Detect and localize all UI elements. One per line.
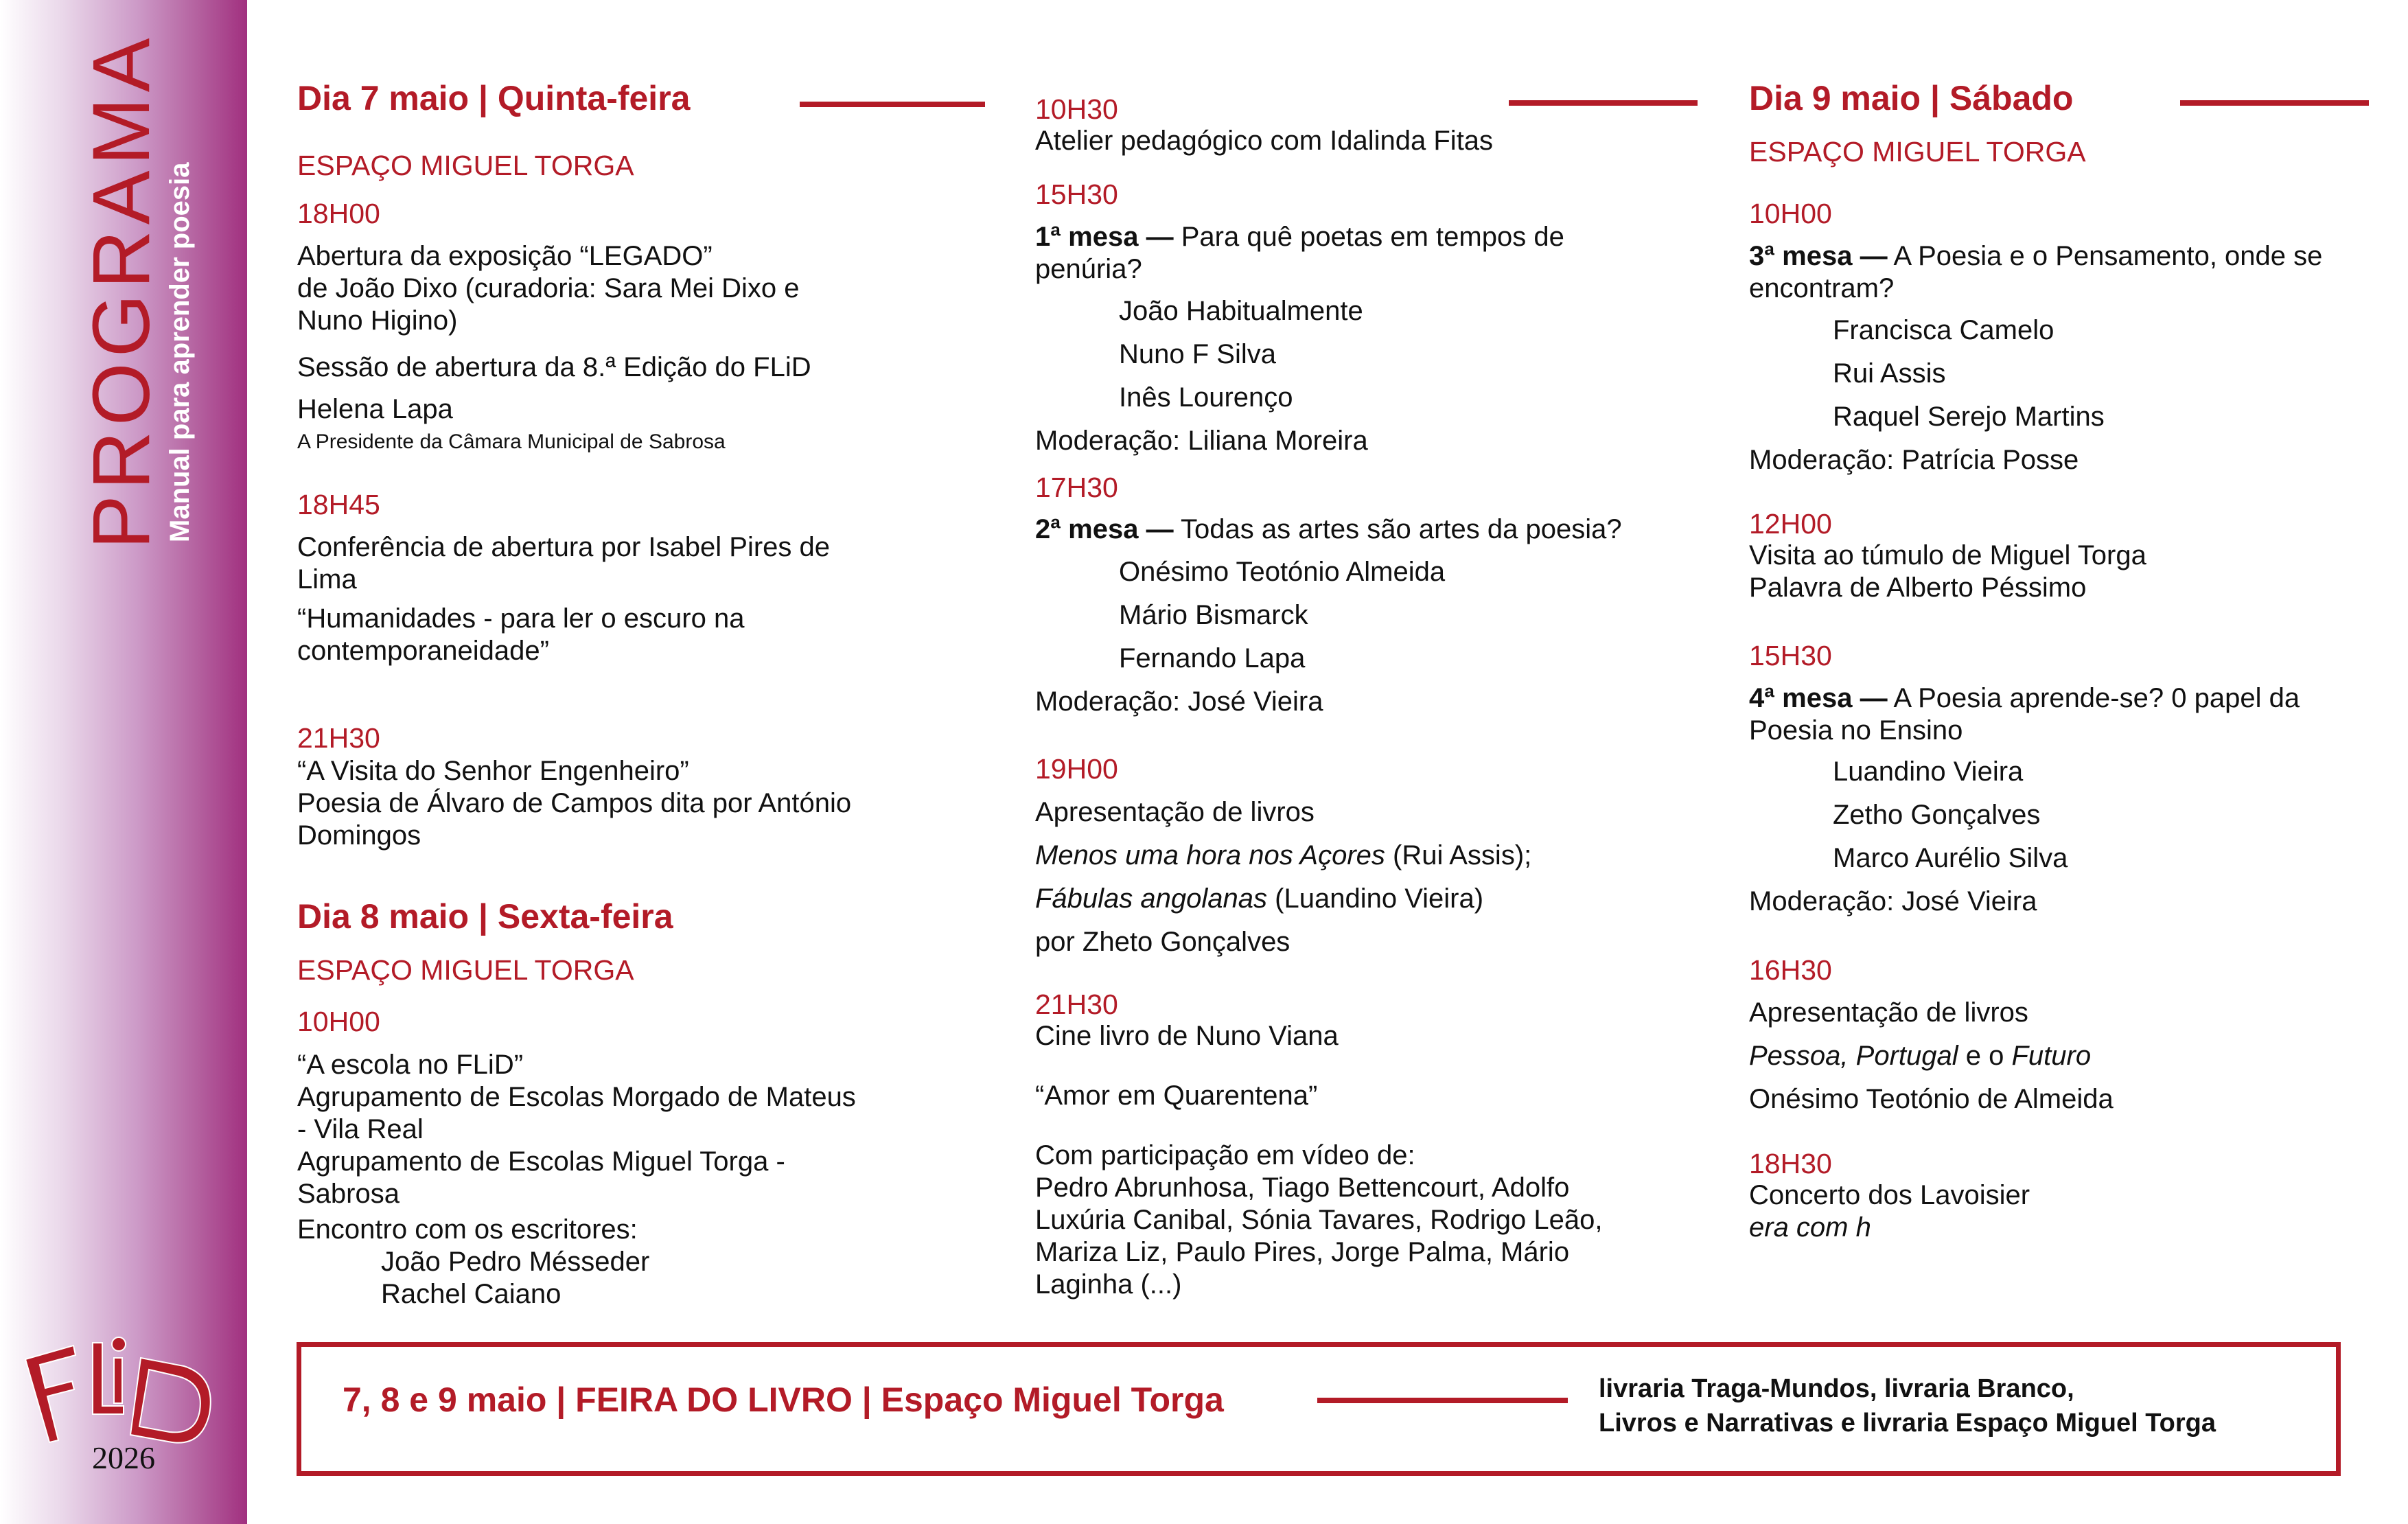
logo-year: 2026 bbox=[92, 1440, 155, 1475]
moderator: Moderação: Patrícia Posse bbox=[1749, 445, 2079, 475]
event-time: 15H30 bbox=[1749, 640, 1832, 671]
panel-label: 1ª mesa — bbox=[1035, 222, 1174, 252]
book-title: Futuro bbox=[2011, 1041, 2092, 1071]
event-time: 19H00 bbox=[1035, 753, 1118, 785]
text-line: Laginha (...) bbox=[1035, 1269, 1182, 1300]
panel-label: 2ª mesa — bbox=[1035, 514, 1174, 544]
text-line: Palavra de Alberto Péssimo bbox=[1749, 573, 2087, 603]
participant-name: Fernando Lapa bbox=[1119, 643, 1306, 673]
writers-meeting bbox=[297, 1214, 649, 1311]
heading-rule bbox=[1509, 100, 1698, 106]
day-heading-7: Dia 7 maio | Quinta-feira bbox=[297, 79, 691, 117]
book-entry bbox=[1035, 883, 1483, 915]
participant-name: Rachel Caiano bbox=[381, 1279, 562, 1309]
panel-title bbox=[1035, 221, 1564, 286]
event-description: Apresentação de livros bbox=[1749, 997, 2028, 1028]
book-fair-title: 7, 8 e 9 maio | FEIRA DO LIVRO | Espaço Miguel Torga bbox=[343, 1381, 1224, 1419]
moderator: Moderação: Liliana Moreira bbox=[1035, 426, 1368, 456]
panel-topic: A Poesia e o Pensamento, onde se bbox=[1887, 241, 2323, 271]
text-line: Abertura da exposição “LEGADO” bbox=[297, 241, 713, 271]
panel-topic: A Poesia aprende-se? 0 papel da bbox=[1887, 683, 2300, 713]
event-description bbox=[1749, 540, 2146, 604]
logo-letter-i bbox=[112, 1337, 126, 1403]
venue-label: ESPAÇO MIGUEL TORGA bbox=[297, 150, 634, 181]
book-author: Onésimo Teotónio de Almeida bbox=[1749, 1084, 2114, 1114]
venue-label: ESPAÇO MIGUEL TORGA bbox=[297, 954, 634, 986]
participant-name: Inês Lourenço bbox=[1119, 382, 1293, 413]
book-title: Pessoa, Portugal bbox=[1749, 1041, 1958, 1071]
text-line bbox=[1035, 221, 1564, 253]
presenter: por Zheto Gonçalves bbox=[1035, 927, 1290, 957]
text-line: Encontro com os escritores: bbox=[297, 1214, 638, 1245]
program-title: PROGRAMA bbox=[76, 32, 167, 549]
participant-name: João Habitualmente bbox=[1119, 296, 1363, 326]
panel-topic: Para quê poetas em tempos de bbox=[1173, 222, 1564, 252]
event-time: 18H30 bbox=[1749, 1148, 1832, 1179]
participant-name: Mário Bismarck bbox=[1119, 600, 1308, 630]
event-description bbox=[297, 240, 799, 337]
event-time: 10H30 bbox=[1035, 93, 1118, 125]
event-description: Cine livro de Nuno Viana bbox=[1035, 1021, 1339, 1051]
participants-list bbox=[1035, 1140, 1602, 1301]
participant-name: Marco Aurélio Silva bbox=[1833, 843, 2068, 873]
text-line: Domingos bbox=[297, 820, 421, 851]
text-line: contemporaneidade” bbox=[297, 636, 549, 666]
text-line: Sessão de abertura da 8.ª Edição do FLiD bbox=[297, 352, 811, 382]
day-heading-8: Dia 8 maio | Sexta-feira bbox=[297, 897, 673, 936]
panel-label: 4ª mesa — bbox=[1749, 683, 1888, 713]
text-line: Visita ao túmulo de Miguel Torga bbox=[1749, 540, 2146, 570]
participant-name: João Pedro Mésseder bbox=[381, 1247, 650, 1277]
text-line: Lima bbox=[297, 564, 357, 594]
moderator: Moderação: José Vieira bbox=[1749, 886, 2037, 916]
text-line: “A escola no FLiD” bbox=[297, 1050, 524, 1080]
text-line: Luxúria Canibal, Sónia Tavares, Rodrigo Leão, bbox=[1035, 1205, 1603, 1235]
panel-topic: Todas as artes são artes da poesia? bbox=[1173, 514, 1622, 544]
event-time: 10H00 bbox=[297, 1006, 380, 1037]
bookstores-list bbox=[1599, 1372, 2216, 1440]
band-name: era com h bbox=[1749, 1212, 1871, 1243]
text-line: Nuno Higino) bbox=[297, 305, 458, 336]
event-time: 10H00 bbox=[1749, 198, 1832, 229]
moderator: Moderação: José Vieira bbox=[1035, 686, 1323, 717]
day-heading-9: Dia 9 maio | Sábado bbox=[1749, 79, 2074, 117]
event-description bbox=[1749, 1179, 2030, 1244]
book-fair-banner bbox=[297, 1342, 2341, 1476]
text-line: Mariza Liz, Paulo Pires, Jorge Palma, Mário bbox=[1035, 1237, 1570, 1267]
text-line: Pedro Abrunhosa, Tiago Bettencourt, Adolfo bbox=[1035, 1173, 1570, 1203]
book-entry bbox=[1035, 840, 1531, 872]
lecture-title bbox=[297, 603, 744, 667]
participant-name: Zetho Gonçalves bbox=[1833, 800, 2041, 830]
logo-letter-f bbox=[25, 1346, 76, 1442]
book-title: Menos uma hora nos Açores bbox=[1035, 840, 1385, 870]
text-line: livraria Traga-Mundos, livraria Branco, bbox=[1599, 1374, 2074, 1403]
book-author: (Rui Assis); bbox=[1385, 840, 1532, 870]
participant-name: Rui Assis bbox=[1833, 358, 1946, 389]
book-entry bbox=[1749, 1040, 2091, 1072]
program-subtitle: Manual para aprender poesia bbox=[165, 162, 195, 542]
text-line: Agrupamento de Escolas Morgado de Mateus bbox=[297, 1082, 856, 1112]
event-description bbox=[297, 1049, 856, 1210]
event-time: 18H00 bbox=[297, 198, 380, 229]
text-line: - Vila Real bbox=[297, 1114, 424, 1144]
text-line: Concerto dos Lavoisier bbox=[1749, 1180, 2030, 1210]
speaker-name: Helena Lapa bbox=[297, 394, 453, 424]
text-line: Conferência de abertura por Isabel Pires de bbox=[297, 532, 831, 562]
text-line: Poesia no Ensino bbox=[1749, 715, 1963, 746]
sidebar-banner bbox=[0, 0, 247, 1524]
book-title-joiner: e o bbox=[1958, 1041, 2012, 1071]
panel-label: 3ª mesa — bbox=[1749, 241, 1888, 271]
participant-name: Nuno F Silva bbox=[1119, 339, 1276, 369]
event-time: 17H30 bbox=[1035, 472, 1118, 503]
panel-title bbox=[1749, 240, 2322, 305]
text-line: de João Dixo (curadoria: Sara Mei Dixo e bbox=[297, 273, 800, 303]
event-description bbox=[297, 755, 851, 852]
heading-rule bbox=[2180, 100, 2369, 106]
book-title: Fábulas angolanas bbox=[1035, 884, 1268, 914]
text-line: “Humanidades - para ler o escuro na bbox=[297, 603, 745, 634]
text-line: Poesia de Álvaro de Campos dita por António bbox=[297, 788, 852, 818]
event-time: 21H30 bbox=[1035, 989, 1118, 1020]
text-line: Sabrosa bbox=[297, 1179, 400, 1209]
speaker-role: A Presidente da Câmara Municipal de Sabrosa bbox=[297, 430, 726, 453]
text-line bbox=[1749, 240, 2322, 273]
event-time: 16H30 bbox=[1749, 954, 1832, 986]
participant-name: Raquel Serejo Martins bbox=[1833, 402, 2105, 432]
text-line: encontram? bbox=[1749, 273, 1895, 303]
panel-title bbox=[1749, 682, 2300, 747]
participant-name: Onésimo Teotónio Almeida bbox=[1119, 557, 1446, 587]
footer-rule bbox=[1317, 1398, 1568, 1403]
heading-rule bbox=[800, 102, 985, 107]
event-description: Atelier pedagógico com Idalinda Fitas bbox=[1035, 126, 1494, 156]
text-line: Agrupamento de Escolas Miguel Torga - bbox=[297, 1146, 785, 1177]
event-time: 21H30 bbox=[297, 722, 380, 754]
text-line: penúria? bbox=[1035, 254, 1142, 284]
text-line: Com participação em vídeo de: bbox=[1035, 1140, 1415, 1170]
event-description bbox=[297, 531, 830, 596]
book-author: (Luandino Vieira) bbox=[1267, 884, 1484, 914]
participant-name: Francisca Camelo bbox=[1833, 315, 2054, 345]
logo-letter-d bbox=[130, 1358, 211, 1443]
text-line: Livros e Narrativas e livraria Espaço Miguel Torga bbox=[1599, 1409, 2216, 1438]
venue-label: ESPAÇO MIGUEL TORGA bbox=[1749, 136, 2086, 168]
panel-title bbox=[1035, 513, 1622, 546]
film-title: “Amor em Quarentena” bbox=[1035, 1081, 1318, 1111]
participant-name: Luandino Vieira bbox=[1833, 757, 2024, 787]
event-time: 18H45 bbox=[297, 489, 380, 520]
text-line: “A Visita do Senhor Engenheiro” bbox=[297, 756, 689, 786]
event-description: Apresentação de livros bbox=[1035, 797, 1315, 827]
text-line bbox=[1749, 682, 2300, 715]
event-time: 12H00 bbox=[1749, 508, 1832, 540]
event-time: 15H30 bbox=[1035, 178, 1118, 210]
